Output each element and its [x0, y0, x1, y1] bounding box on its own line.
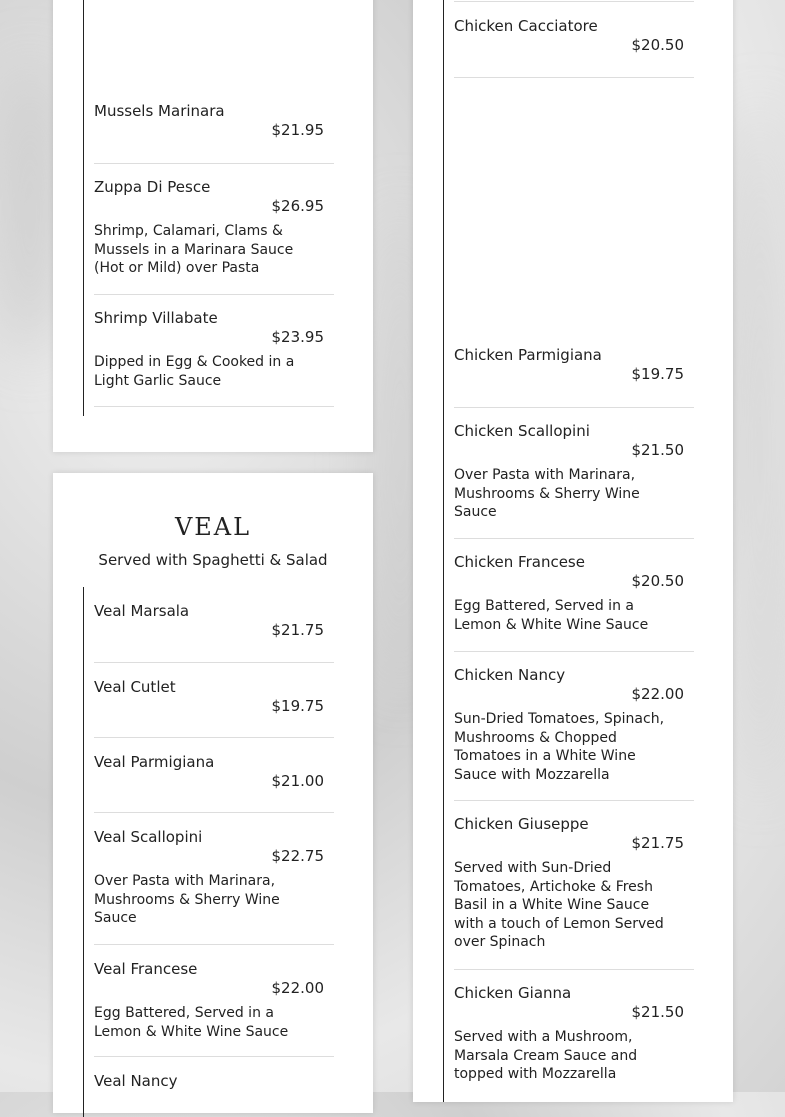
menu-item — [94, 309, 334, 407]
item-name: Chicken Francese — [454, 553, 585, 571]
menu-item — [94, 960, 334, 1057]
item-price: $26.95 — [271, 197, 324, 215]
veal-list — [83, 587, 344, 1117]
item-name: Mussels Marinara — [94, 102, 225, 120]
seafood-list — [83, 0, 344, 416]
menu-item — [454, 422, 694, 539]
item-description: Over Pasta with Marinara, Mushrooms & Sherry Wine Sauce — [454, 467, 640, 520]
menu-item — [94, 178, 334, 295]
item-description: Sun-Dried Tomatoes, Spinach, Mushrooms & Chopped Tomatoes in a White Wine Sauce with Mozzarella — [454, 711, 665, 783]
item-price: $21.50 — [631, 1003, 684, 1021]
item-description: Over Pasta with Marinara, Mushrooms & Sherry Wine Sauce — [94, 873, 280, 926]
menu-item — [454, 666, 694, 801]
item-name: Chicken Nancy — [454, 666, 566, 684]
item-name: Veal Francese — [94, 960, 198, 978]
menu-item — [94, 828, 334, 945]
item-name: Chicken Giuseppe — [454, 815, 589, 833]
menu-item — [94, 753, 334, 813]
item-description: Egg Battered, Served in a Lemon & White Wine Sauce — [94, 1005, 289, 1040]
item-description: Dipped in Egg & Cooked in a Light Garlic Sauce — [94, 354, 295, 389]
menu-item — [94, 678, 334, 738]
menu-item — [454, 553, 694, 652]
item-price: $21.95 — [271, 121, 324, 139]
item-name: Veal Nancy — [94, 1072, 178, 1090]
item-price: $19.75 — [271, 697, 324, 715]
item-price: $20.50 — [631, 572, 684, 590]
chicken-card — [413, 0, 733, 1102]
veal-section-title: VEAL — [174, 513, 252, 541]
item-price: $20.50 — [631, 36, 684, 54]
veal-section-subtitle: Served with Spaghetti & Salad — [98, 551, 328, 569]
item-price: $19.75 — [631, 365, 684, 383]
item-price: $22.00 — [271, 979, 324, 997]
item-price: $22.00 — [631, 685, 684, 703]
item-name: Veal Scallopini — [94, 828, 203, 846]
item-name: Chicken Scallopini — [454, 422, 590, 440]
menu-divider — [454, 0, 694, 2]
item-description: Shrimp, Calamari, Clams & Mussels in a Marinara Sauce (Hot or Mild) over Pasta — [94, 223, 294, 276]
veal-card — [53, 473, 373, 1113]
menu-item — [454, 17, 694, 78]
item-price: $23.95 — [271, 328, 324, 346]
item-name: Veal Cutlet — [94, 678, 176, 696]
item-price: $21.00 — [271, 772, 324, 790]
item-name: Veal Marsala — [94, 602, 190, 620]
chicken-list — [443, 0, 704, 1102]
menu-item — [454, 346, 694, 408]
item-name: Zuppa Di Pesce — [94, 178, 211, 196]
item-description: Served with a Mushroom, Marsala Cream Sauce and topped with Mozzarella — [454, 1029, 638, 1082]
menu-item — [454, 815, 694, 970]
seafood-card — [53, 0, 373, 452]
item-price: $21.50 — [631, 441, 684, 459]
item-description: Egg Battered, Served in a Lemon & White Wine Sauce — [454, 598, 649, 633]
item-description: Served with Sun-Dried Tomatoes, Artichoke & Fresh Basil in a White Wine Sauce with a touch of Lemon Served over Spinach — [454, 860, 664, 950]
menu-item — [94, 102, 334, 164]
item-name: Veal Parmigiana — [94, 753, 215, 771]
item-price: $22.75 — [271, 847, 324, 865]
item-price: $21.75 — [631, 834, 684, 852]
item-name: Chicken Cacciatore — [454, 17, 598, 35]
item-name: Shrimp Villabate — [94, 309, 218, 327]
item-name: Chicken Gianna — [454, 984, 572, 1002]
item-name: Chicken Parmigiana — [454, 346, 602, 364]
menu-item — [454, 984, 694, 1094]
menu-item — [94, 1072, 334, 1112]
menu-item — [94, 602, 334, 663]
item-price: $21.75 — [271, 621, 324, 639]
